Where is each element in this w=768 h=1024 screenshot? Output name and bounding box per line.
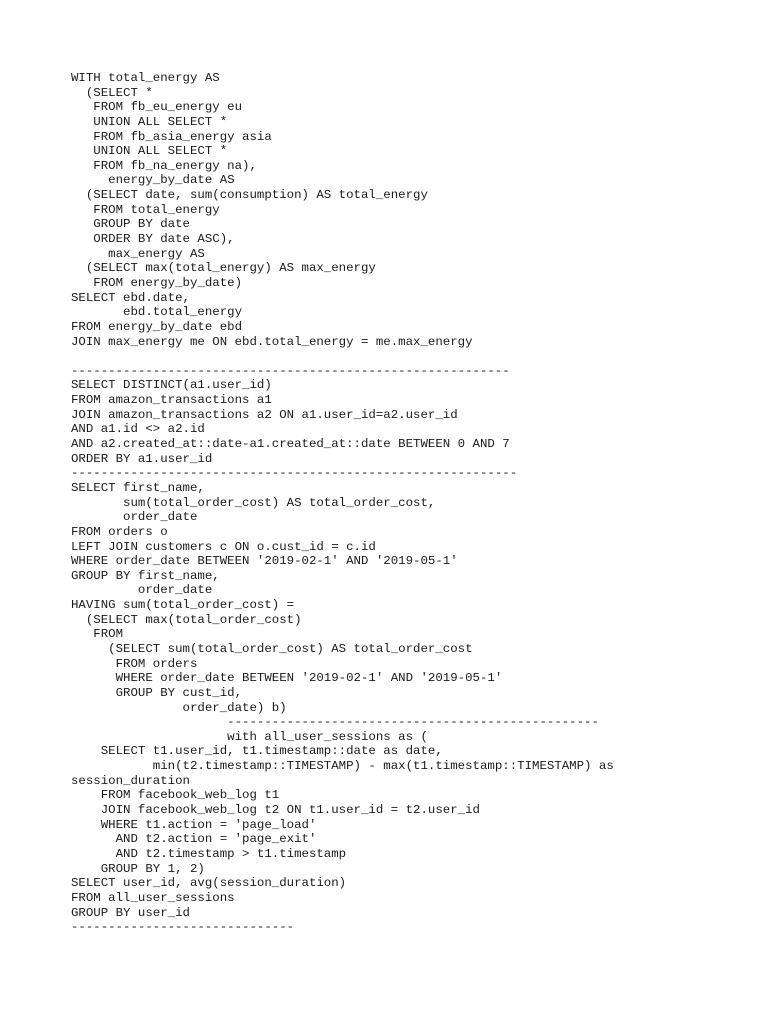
code-line: UNION ALL SELECT * bbox=[71, 144, 228, 159]
code-line: WITH total_energy AS bbox=[71, 71, 220, 85]
code-line: SELECT ebd.date, bbox=[71, 290, 190, 305]
code-line: ORDER BY date ASC), bbox=[71, 232, 235, 247]
code-line bbox=[71, 349, 614, 364]
code-line: AND a2.created_at::date-a1.created_at::date BETWEEN 0 AND 7 bbox=[71, 437, 510, 452]
code-line: FROM fb_asia_energy asia bbox=[71, 129, 272, 144]
code-line: FROM bbox=[71, 627, 124, 642]
code-line: SELECT t1.user_id, t1.timestamp::date as date, bbox=[71, 744, 443, 759]
code-line: FROM total_energy bbox=[71, 202, 220, 217]
code-line: FROM fb_na_energy na), bbox=[71, 158, 257, 173]
code-line: ----------------------------------------------------------- bbox=[71, 363, 510, 378]
code-line: FROM energy_by_date ebd bbox=[71, 319, 243, 334]
code-line: (SELECT max(total_order_cost) bbox=[71, 612, 302, 627]
code-line: min(t2.timestamp::TIMESTAMP) - max(t1.timestamp::TIMESTAMP) as bbox=[71, 759, 614, 774]
sql-code-block bbox=[71, 71, 614, 935]
code-line: FROM orders o bbox=[71, 524, 168, 539]
code-line: JOIN amazon_transactions a2 ON a1.user_id=a2.user_id bbox=[71, 407, 458, 422]
code-line: LEFT JOIN customers c ON o.cust_id = c.id bbox=[71, 539, 376, 554]
code-line: WHERE order_date BETWEEN '2019-02-1' AND '2019-05-1' bbox=[71, 554, 458, 569]
code-line: with all_user_sessions as ( bbox=[71, 729, 428, 744]
code-line: GROUP BY first_name, bbox=[71, 568, 220, 583]
code-line: FROM amazon_transactions a1 bbox=[71, 393, 272, 408]
code-line: GROUP BY date bbox=[71, 217, 190, 232]
code-line: AND a1.id <> a2.id bbox=[71, 422, 205, 437]
code-line: AND t2.timestamp > t1.timestamp bbox=[71, 846, 347, 861]
code-line: ebd.total_energy bbox=[71, 305, 243, 320]
code-line: (SELECT * bbox=[71, 85, 153, 100]
code-line: -------------------------------------------------- bbox=[71, 715, 599, 730]
code-line: order_date bbox=[71, 583, 213, 598]
code-line: WHERE order_date BETWEEN '2019-02-1' AND '2019-05-1' bbox=[71, 671, 503, 686]
code-line: AND t2.action = 'page_exit' bbox=[71, 832, 317, 847]
code-line: order_date bbox=[71, 510, 198, 525]
code-line: (SELECT sum(total_order_cost) AS total_order_cost bbox=[71, 641, 473, 656]
code-line: FROM orders bbox=[71, 656, 198, 671]
code-line: ------------------------------------------------------------ bbox=[71, 466, 518, 481]
code-line: FROM all_user_sessions bbox=[71, 890, 235, 905]
code-line: sum(total_order_cost) AS total_order_cost, bbox=[71, 495, 436, 510]
code-line: JOIN facebook_web_log t2 ON t1.user_id = t2.user_id bbox=[71, 803, 480, 818]
code-line: HAVING sum(total_order_cost) = bbox=[71, 598, 295, 613]
code-line: order_date) b) bbox=[71, 700, 287, 715]
code-line: FROM facebook_web_log t1 bbox=[71, 788, 280, 803]
code-line: JOIN max_energy me ON ebd.total_energy = me.max_energy bbox=[71, 334, 473, 349]
code-line: (SELECT max(total_energy) AS max_energy bbox=[71, 261, 376, 276]
code-line: WHERE t1.action = 'page_load' bbox=[71, 817, 317, 832]
code-line: FROM fb_eu_energy eu bbox=[71, 100, 243, 115]
code-line: GROUP BY cust_id, bbox=[71, 685, 243, 700]
code-line: ORDER BY a1.user_id bbox=[71, 451, 213, 466]
code-line: max_energy AS bbox=[71, 246, 205, 261]
code-line: GROUP BY 1, 2) bbox=[71, 861, 205, 876]
code-line: ------------------------------ bbox=[71, 920, 295, 935]
code-line: SELECT DISTINCT(a1.user_id) bbox=[71, 378, 272, 393]
code-line: UNION ALL SELECT * bbox=[71, 114, 228, 129]
code-line: session_duration bbox=[71, 773, 190, 788]
code-line: SELECT user_id, avg(session_duration) bbox=[71, 876, 347, 891]
code-line: energy_by_date AS bbox=[71, 173, 235, 188]
code-line: FROM energy_by_date) bbox=[71, 275, 243, 290]
code-line: (SELECT date, sum(consumption) AS total_energy bbox=[71, 188, 428, 203]
code-line: SELECT first_name, bbox=[71, 480, 205, 495]
code-line: GROUP BY user_id bbox=[71, 905, 190, 920]
